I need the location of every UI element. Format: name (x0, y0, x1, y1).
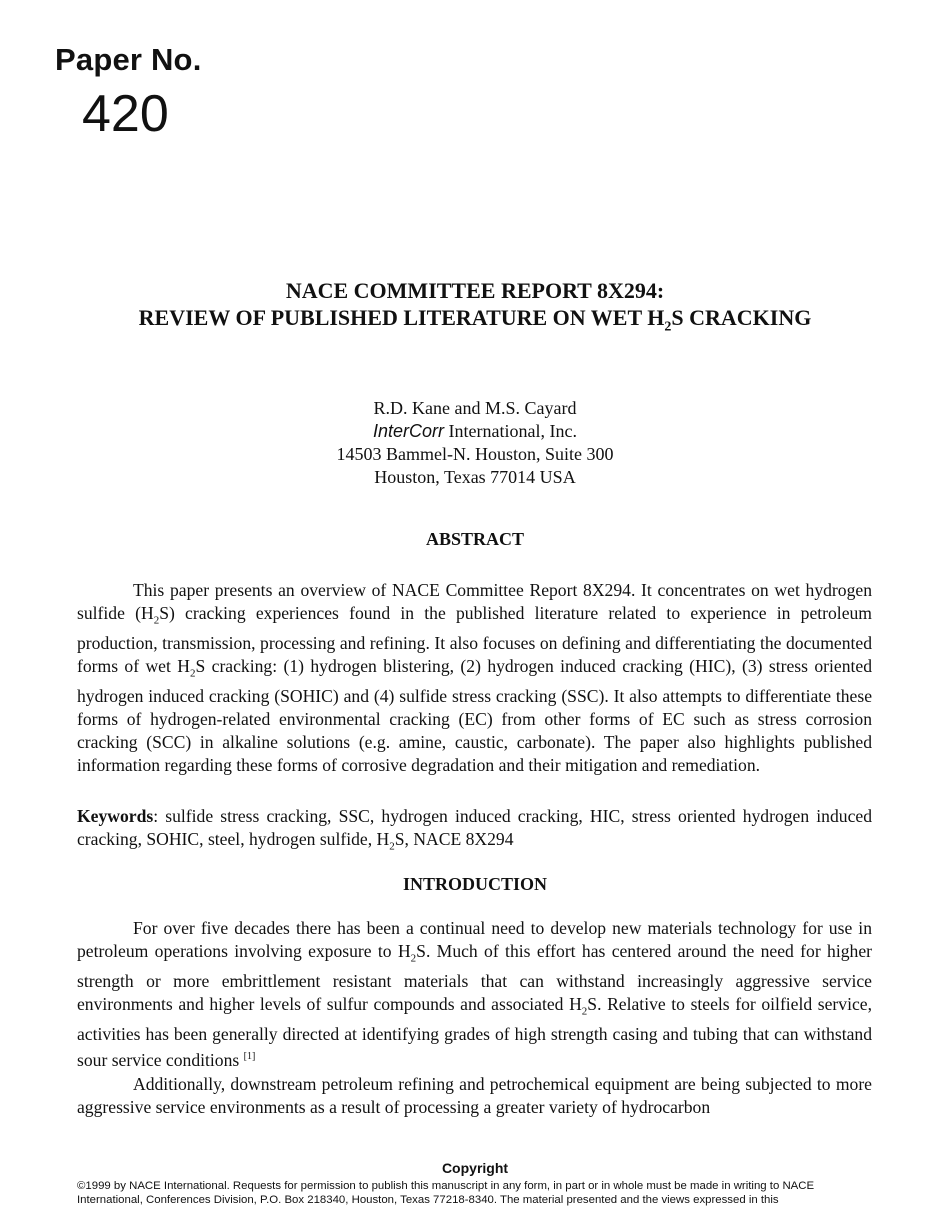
author-address-line-1: 14503 Bammel-N. Houston, Suite 300 (336, 444, 614, 464)
title-line-2: REVIEW OF PUBLISHED LITERATURE ON WET $H_2S$ CRACKING (138, 305, 812, 335)
copyright-line-2: International, Conferences Division, P.O. Box 218340, Houston, Texas 77218-8340. The material presented and the views expressed in this (77, 1194, 779, 1206)
abstract-heading: ABSTRACT (425, 529, 525, 549)
copyright-title: Copyright (441, 1160, 509, 1176)
introduction-paragraph-1: For over five decades there has been a continual need to develop new materials technology for use in petroleum operations involving exposure to $H_2S$. Much of this effort has centered around the need for higher strength or more embrittlement resistant materials that can withstand increasingly aggressive service environments and higher levels of sulfur compounds and associated $H_2S$. Relative to steels for oilfield service, activities has been generally directed at identifying grades of high strength casing and tubing that can withstand sour service conditions [1] (77, 918, 872, 1070)
keywords-label: Keywords (77, 806, 154, 826)
abstract-paragraph: This paper presents an overview of NACE Committee Report 8X294. It concentrates on wet hydrogen sulfide $(H_2S)$ cracking experiences found in the published literature related to experience in petroleum production, transmission, processing and refining. It also focuses on defining and differentiating the documented forms of wet $H_2S$ cracking: (1) hydrogen blistering, (2) hydrogen induced cracking (HIC), (3) stress oriented hydrogen induced cracking (SOHIC) and (4) sulfide stress cracking (SSC). It also attempts to differentiate these forms of hydrogen-related environmental cracking (EC) from other forms of EC such as stress corrosion cracking (SCC) in alkaline solutions (e.g. amine, caustic, carbonate). The paper also highlights published information regarding these forms of corrosive degradation and their mitigation and remediation. (77, 580, 872, 775)
citation-ref-1: [1] (243, 1051, 256, 1063)
author-organization: InterCorr International, Inc. (373, 421, 577, 441)
author-address-line-2: Houston, Texas 77014 USA (374, 467, 576, 487)
author-block (0, 397, 950, 489)
paper-label: Paper No. (55, 42, 202, 77)
keywords-paragraph: Keywords: sulfide stress cracking, SSC, hydrogen induced cracking, HIC, stress oriented hydrogen induced cracking, SOHIC, steel, hydrogen sulfide, $H_2S$, NACE 8X294 (77, 806, 872, 853)
paper-number: 420 (82, 85, 169, 143)
introduction-heading: INTRODUCTION (402, 874, 548, 894)
author-names: R.D. Kane and M.S. Cayard (373, 398, 577, 418)
introduction-paragraph-2: Additionally, downstream petroleum refining and petrochemical equipment are being subjected to more aggressive service environments as a result of processing a greater variety of hydrocarbon (77, 1074, 872, 1117)
report-title (0, 277, 950, 340)
copyright-line-1: ©1999 by NACE International. Requests for permission to publish this manuscript in any form, in part or in whole must be made in writing to NACE (77, 1180, 815, 1192)
title-line-1: NACE COMMITTEE REPORT 8X294: (285, 278, 665, 303)
